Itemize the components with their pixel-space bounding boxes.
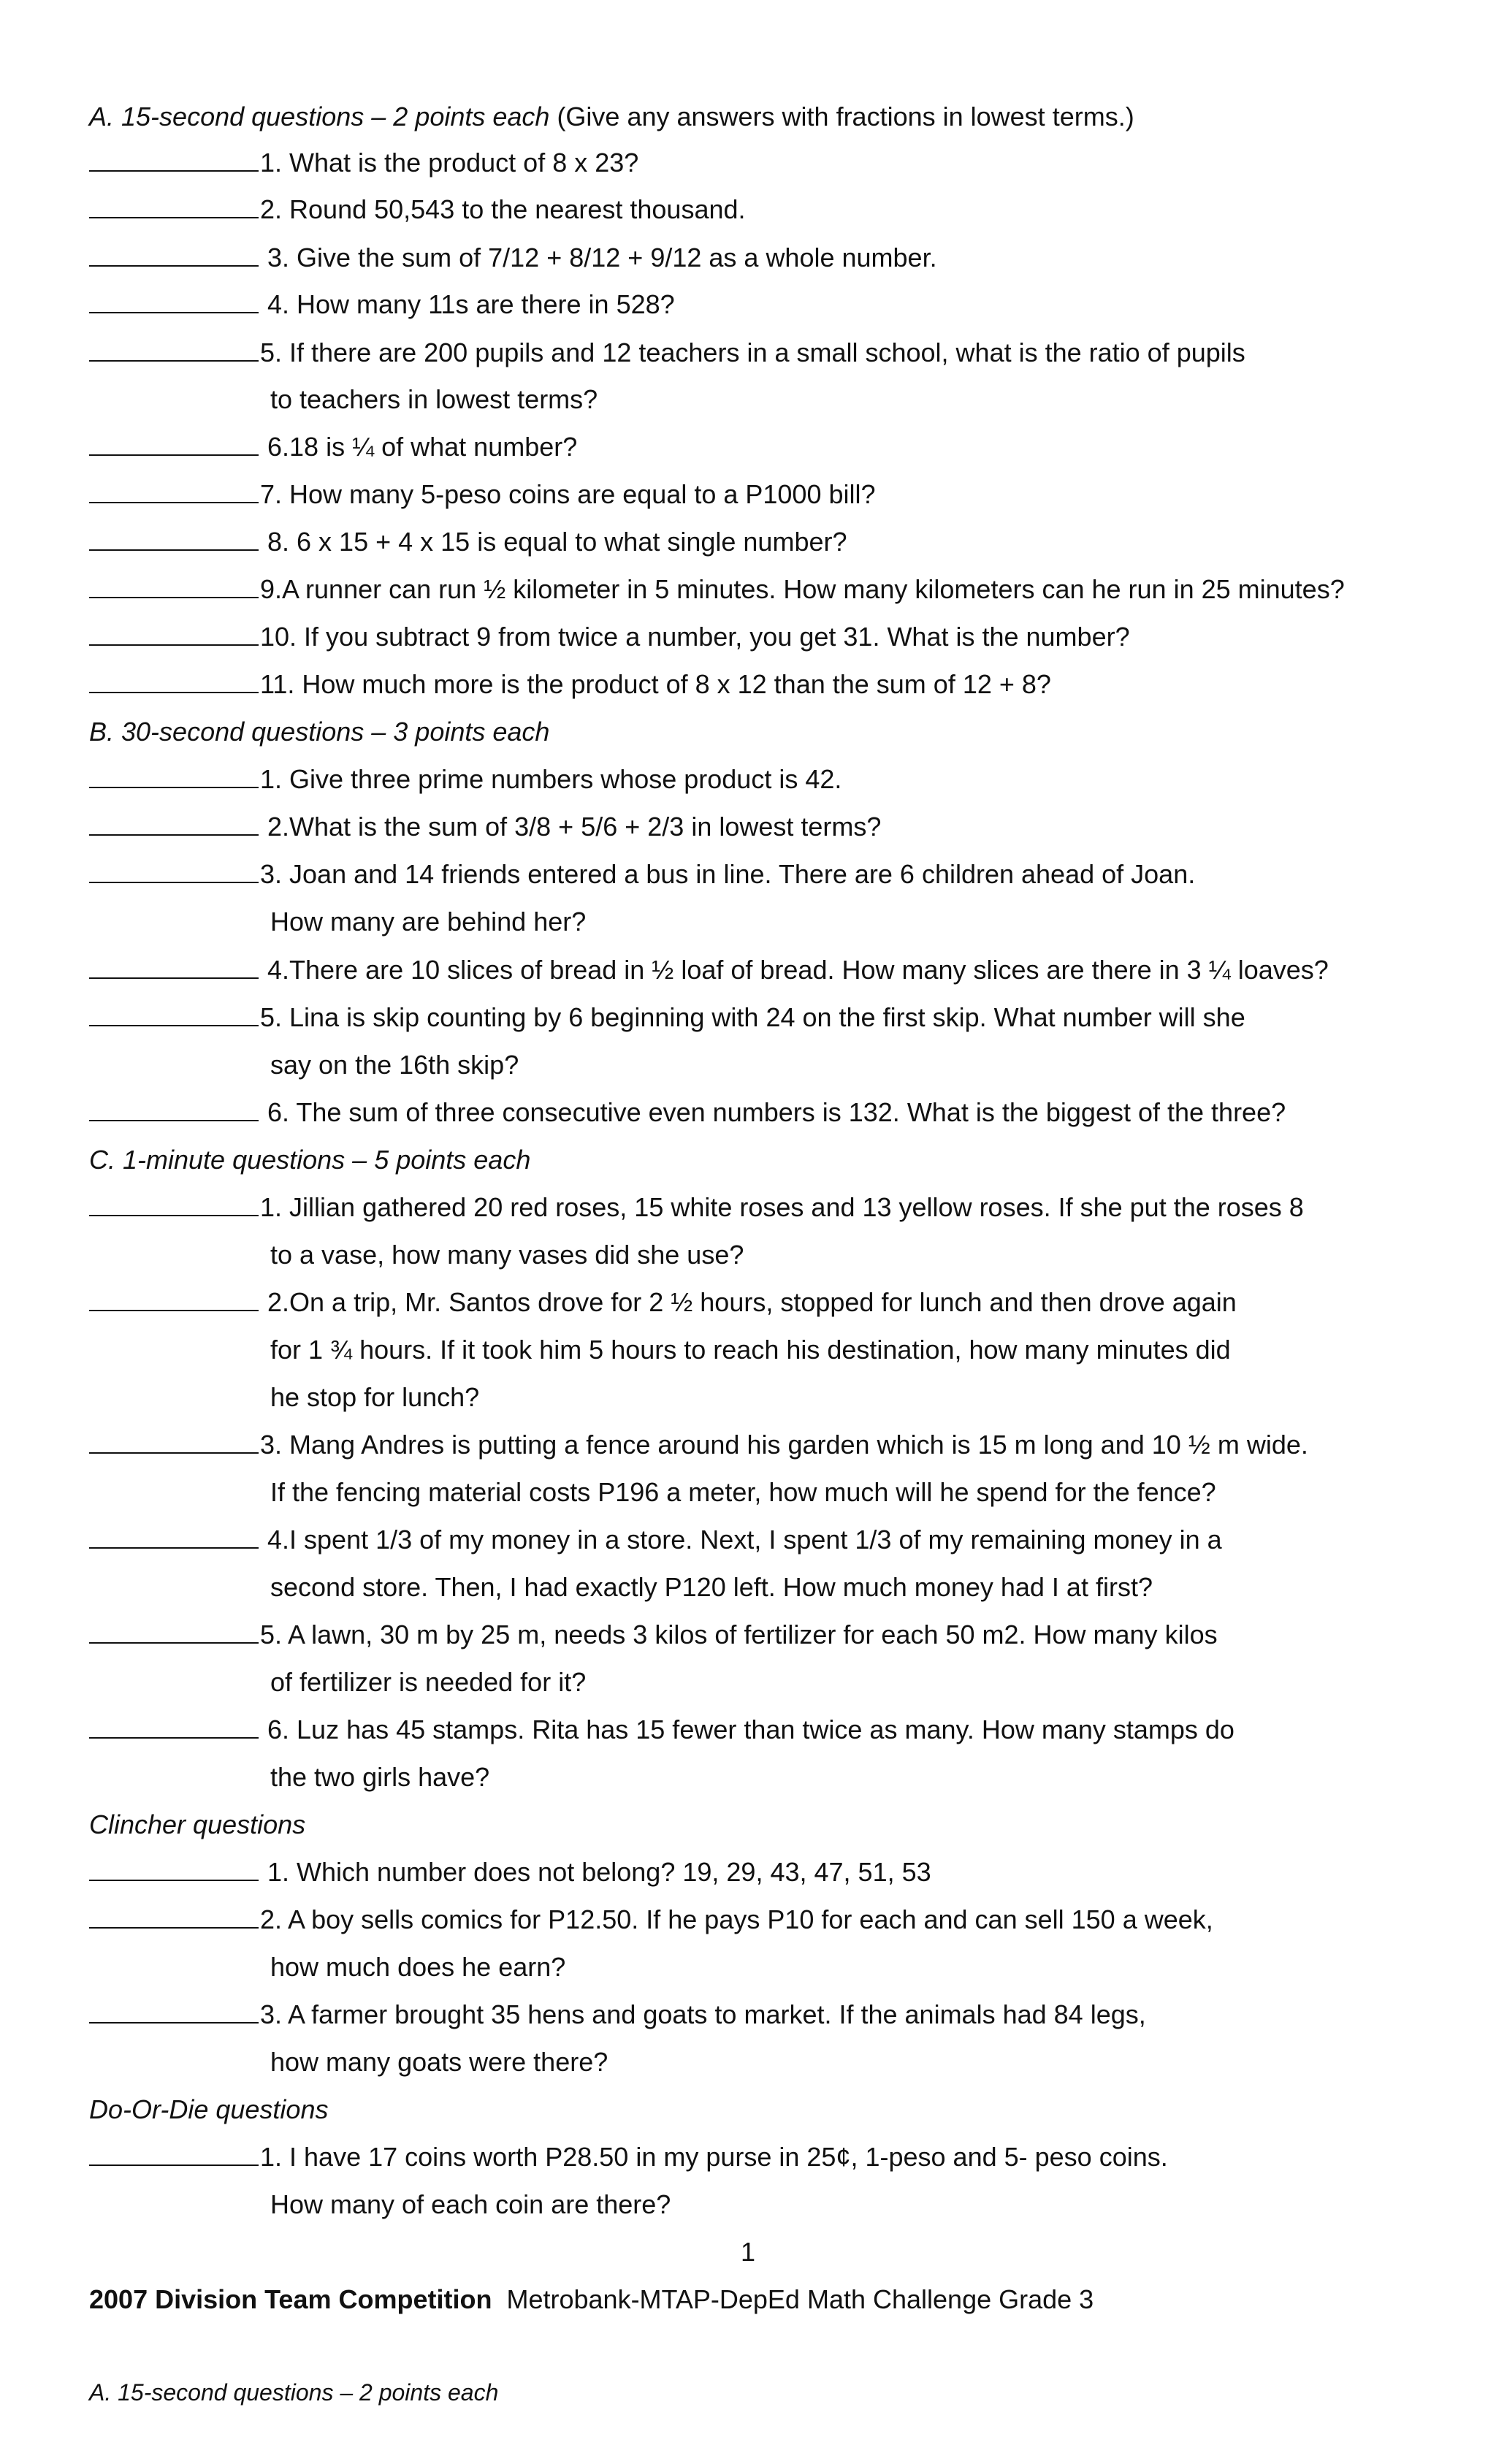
answer-blank[interactable] xyxy=(89,195,259,218)
answer-blank[interactable] xyxy=(89,670,259,693)
question-a5-cont: to teachers in lowest terms? xyxy=(270,384,598,414)
question-doordie1-cont: How many of each coin are there? xyxy=(270,2189,671,2219)
question-text: 10. If you subtract 9 from twice a number, you get 31. What is the number? xyxy=(260,622,1130,652)
answer-blank[interactable] xyxy=(89,622,259,646)
answer-blank[interactable] xyxy=(89,1288,259,1311)
question-clincher3-cont: how many goats were there? xyxy=(270,2047,608,2077)
question-a9 xyxy=(89,573,1345,606)
footer-competition: 2007 Division Team Competition xyxy=(89,2284,492,2314)
answer-blank[interactable] xyxy=(89,956,259,979)
question-a2 xyxy=(89,194,746,226)
answer-blank[interactable] xyxy=(89,1905,259,1929)
next-page-section-header: A. 15-second questions – 2 points each xyxy=(89,2379,499,2406)
answer-blank[interactable] xyxy=(89,1858,259,1881)
question-a4 xyxy=(89,289,675,321)
question-b1 xyxy=(89,763,842,796)
question-text: 6. The sum of three consecutive even numbers is 132. What is the biggest of the three? xyxy=(260,1097,1286,1127)
answer-blank[interactable] xyxy=(89,1430,259,1454)
answer-blank[interactable] xyxy=(89,2000,259,2024)
section-a-title: A. 15-second questions – 2 points each xyxy=(89,102,550,131)
answer-blank[interactable] xyxy=(89,480,259,503)
question-c3-cont: If the fencing material costs P196 a meter, how much will he spend for the fence? xyxy=(270,1477,1216,1507)
question-text: 9.A runner can run ½ kilometer in 5 minutes. How many kilometers can he run in 25 minutes? xyxy=(260,574,1345,604)
question-text: 3. Joan and 14 friends entered a bus in line. There are 6 children ahead of Joan. xyxy=(260,859,1196,889)
question-clincher3 xyxy=(89,1999,1146,2031)
answer-blank[interactable] xyxy=(89,1003,259,1026)
question-text: 1. I have 17 coins worth P28.50 in my purse in 25¢, 1-peso and 5- peso coins. xyxy=(260,2142,1168,2172)
answer-blank[interactable] xyxy=(89,148,259,172)
question-text: 4. How many 11s are there in 528? xyxy=(260,289,675,319)
question-c4 xyxy=(89,1524,1222,1556)
answer-blank[interactable] xyxy=(89,432,259,456)
answer-blank[interactable] xyxy=(89,290,259,313)
question-b4 xyxy=(89,954,1329,986)
question-text: 8. 6 x 15 + 4 x 15 is equal to what single number? xyxy=(260,527,847,557)
question-text: 2.What is the sum of 3/8 + 5/6 + 2/3 in lowest terms? xyxy=(260,812,882,842)
question-text: 5. Lina is skip counting by 6 beginning with 24 on the first skip. What number will she xyxy=(260,1002,1245,1032)
doordie-title: Do-Or-Die questions xyxy=(89,2094,329,2124)
section-c-title: C. 1-minute questions – 5 points each xyxy=(89,1145,531,1175)
question-a3 xyxy=(89,242,937,274)
question-c6-cont: the two girls have? xyxy=(270,1762,490,1792)
question-a10 xyxy=(89,621,1130,653)
question-a8 xyxy=(89,526,847,558)
question-b6 xyxy=(89,1096,1286,1129)
question-b3 xyxy=(89,858,1195,890)
question-c6 xyxy=(89,1714,1234,1746)
question-b5 xyxy=(89,1002,1245,1034)
question-a11 xyxy=(89,668,1051,701)
question-text: 11. How much more is the product of 8 x 12 than the sum of 12 + 8? xyxy=(260,669,1051,699)
question-clincher2 xyxy=(89,1904,1213,1936)
answer-blank[interactable] xyxy=(89,1525,259,1549)
answer-blank[interactable] xyxy=(89,527,259,551)
question-text: 1. What is the product of 8 x 23? xyxy=(260,148,639,178)
question-text: 4.There are 10 slices of bread in ½ loaf of bread. How many slices are there in 3 ¼ loaves? xyxy=(260,955,1329,985)
clincher-title: Clincher questions xyxy=(89,1809,306,1839)
question-text: 6. Luz has 45 stamps. Rita has 15 fewer than twice as many. How many stamps do xyxy=(260,1714,1234,1744)
answer-blank[interactable] xyxy=(89,765,259,788)
answer-blank[interactable] xyxy=(89,575,259,598)
question-text: 2. Round 50,543 to the nearest thousand. xyxy=(260,194,746,224)
question-text: 4.I spent 1/3 of my money in a store. Next, I spent 1/3 of my remaining money in a xyxy=(260,1525,1222,1555)
question-text: 3. Give the sum of 7/12 + 8/12 + 9/12 as a whole number. xyxy=(260,243,937,272)
question-text: 1. Jillian gathered 20 red roses, 15 white roses and 13 yellow roses. If she put the roses 8 xyxy=(260,1192,1304,1222)
answer-blank[interactable] xyxy=(89,812,259,836)
question-c1-cont: to a vase, how many vases did she use? xyxy=(270,1240,744,1270)
question-a5 xyxy=(89,337,1245,369)
answer-blank[interactable] xyxy=(89,1098,259,1121)
question-text: 3. Mang Andres is putting a fence around his garden which is 15 m long and 10 ½ m wide. xyxy=(260,1430,1308,1460)
answer-blank[interactable] xyxy=(89,1620,259,1644)
question-clincher2-cont: how much does he earn? xyxy=(270,1952,566,1982)
answer-blank[interactable] xyxy=(89,1193,259,1216)
question-text: 3. A farmer brought 35 hens and goats to market. If the animals had 84 legs, xyxy=(260,1999,1146,2029)
answer-blank[interactable] xyxy=(89,243,259,267)
question-a7 xyxy=(89,478,876,511)
question-a6 xyxy=(89,431,577,463)
section-b-title: B. 30-second questions – 3 points each xyxy=(89,717,550,747)
question-text: 5. If there are 200 pupils and 12 teachers in a small school, what is the ratio of pupils xyxy=(260,337,1245,367)
answer-blank[interactable] xyxy=(89,860,259,883)
question-text: 5. A lawn, 30 m by 25 m, needs 3 kilos of fertilizer for each 50 m2. How many kilos xyxy=(260,1620,1218,1649)
answer-blank[interactable] xyxy=(89,1715,259,1739)
section-a-note: (Give any answers with fractions in lowest terms.) xyxy=(557,102,1134,131)
section-a-header xyxy=(89,101,1134,133)
question-text: 1. Which number does not belong? 19, 29, 43, 47, 51, 53 xyxy=(260,1857,931,1887)
answer-blank[interactable] xyxy=(89,338,259,362)
question-c2 xyxy=(89,1286,1237,1319)
question-b2 xyxy=(89,811,881,843)
question-clincher1 xyxy=(89,1856,931,1888)
question-c2-cont2: he stop for lunch? xyxy=(270,1382,480,1412)
question-doordie1 xyxy=(89,2141,1168,2173)
question-c4-cont: second store. Then, I had exactly P120 left. How much money had I at first? xyxy=(270,1572,1153,1602)
footer-challenge: Metrobank-MTAP-DepEd Math Challenge Grade 3 xyxy=(506,2284,1094,2314)
question-b3-cont: How many are behind her? xyxy=(270,907,587,937)
question-text: 2.On a trip, Mr. Santos drove for 2 ½ hours, stopped for lunch and then drove again xyxy=(260,1287,1237,1317)
answer-blank[interactable] xyxy=(89,2143,259,2166)
question-c3 xyxy=(89,1429,1308,1461)
question-b5-cont: say on the 16th skip? xyxy=(270,1050,519,1080)
question-c5 xyxy=(89,1619,1218,1651)
question-a1 xyxy=(89,147,638,179)
footer xyxy=(89,2284,1094,2316)
question-text: 7. How many 5-peso coins are equal to a P1000 bill? xyxy=(260,479,876,509)
page-number: 1 xyxy=(740,2237,756,2267)
question-text: 2. A boy sells comics for P12.50. If he pays P10 for each and can sell 150 a week, xyxy=(260,1904,1213,1934)
question-text: 1. Give three prime numbers whose product is 42. xyxy=(260,764,842,794)
question-text: 6.18 is ¼ of what number? xyxy=(260,432,578,462)
question-c2-cont: for 1 ¾ hours. If it took him 5 hours to reach his destination, how many minutes did xyxy=(270,1335,1231,1365)
question-c5-cont: of fertilizer is needed for it? xyxy=(270,1667,587,1697)
question-c1 xyxy=(89,1191,1304,1224)
